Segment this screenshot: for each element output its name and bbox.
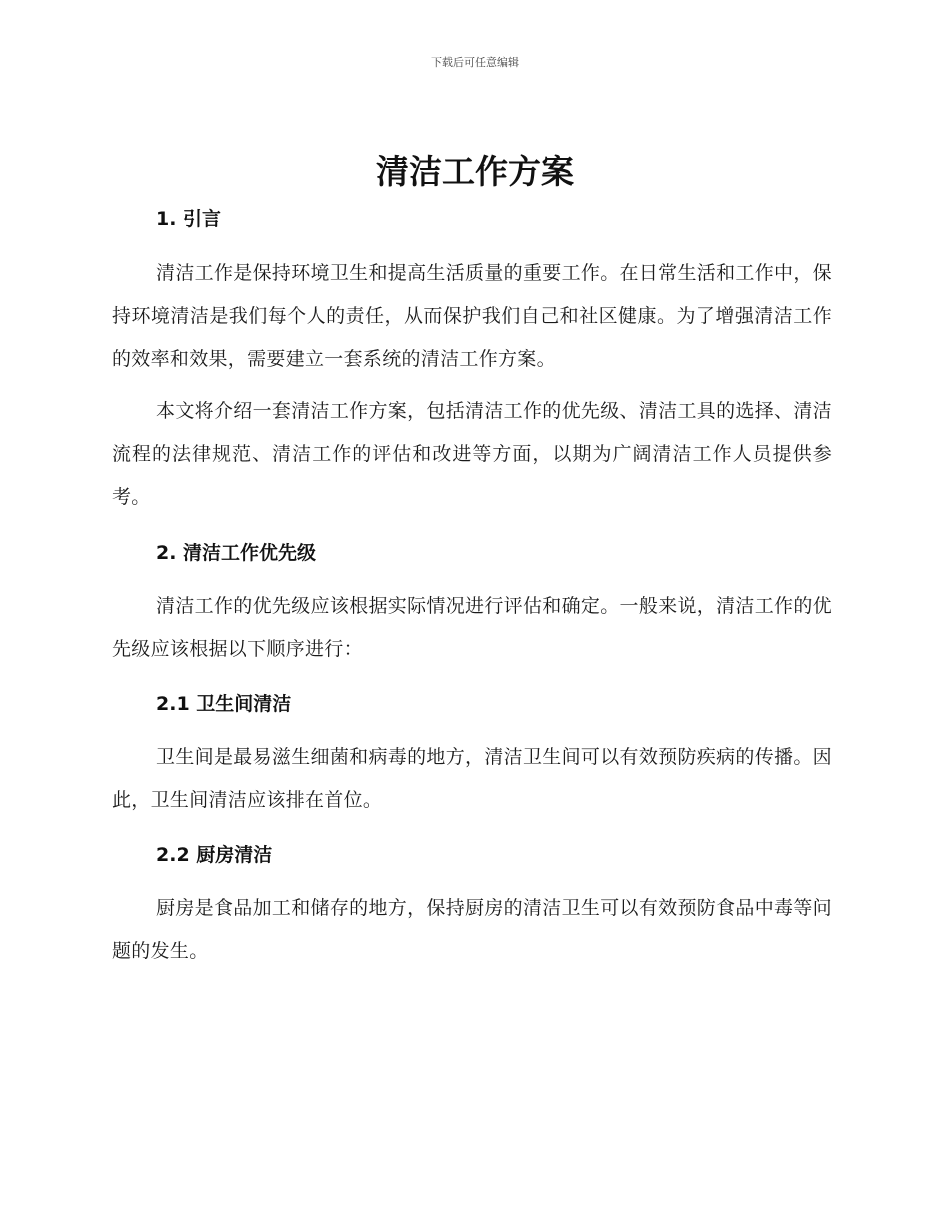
header-note: 下载后可任意编辑	[431, 56, 519, 69]
paragraph-priority: 清洁工作的优先级应该根据实际情况进行评估和确定。一般来说，清洁工作的优先级应该根据以下顺序进行：	[112, 595, 832, 660]
section-heading-kitchen: 2.2 厨房清洁	[156, 844, 273, 866]
section-heading-intro: 1. 引言	[156, 208, 222, 230]
document-title: 清洁工作方案	[376, 152, 574, 191]
section-heading-priority: 2. 清洁工作优先级	[156, 542, 317, 564]
paragraph-toilet: 卫生间是最易滋生细菌和病毒的地方，清洁卫生间可以有效预防疾病的传播。因此，卫生间清洁应该排在首位。	[112, 746, 832, 811]
document-body	[112, 200, 832, 973]
paragraph-intro-1: 清洁工作是保持环境卫生和提高生活质量的重要工作。在日常生活和工作中，保持环境清洁是我们每个人的责任，从而保护我们自己和社区健康。为了增强清洁工作的效率和效果，需要建立一套系统的清洁工作方案。	[112, 262, 832, 370]
paragraph-kitchen: 厨房是食品加工和储存的地方，保持厨房的清洁卫生可以有效预防食品中毒等问题的发生。	[112, 897, 832, 962]
paragraph-intro-2: 本文将介绍一套清洁工作方案，包括清洁工作的优先级、清洁工具的选择、清洁流程的法律规范、清洁工作的评估和改进等方面，以期为广阔清洁工作人员提供参考。	[112, 400, 832, 508]
section-heading-toilet: 2.1 卫生间清洁	[156, 693, 292, 715]
